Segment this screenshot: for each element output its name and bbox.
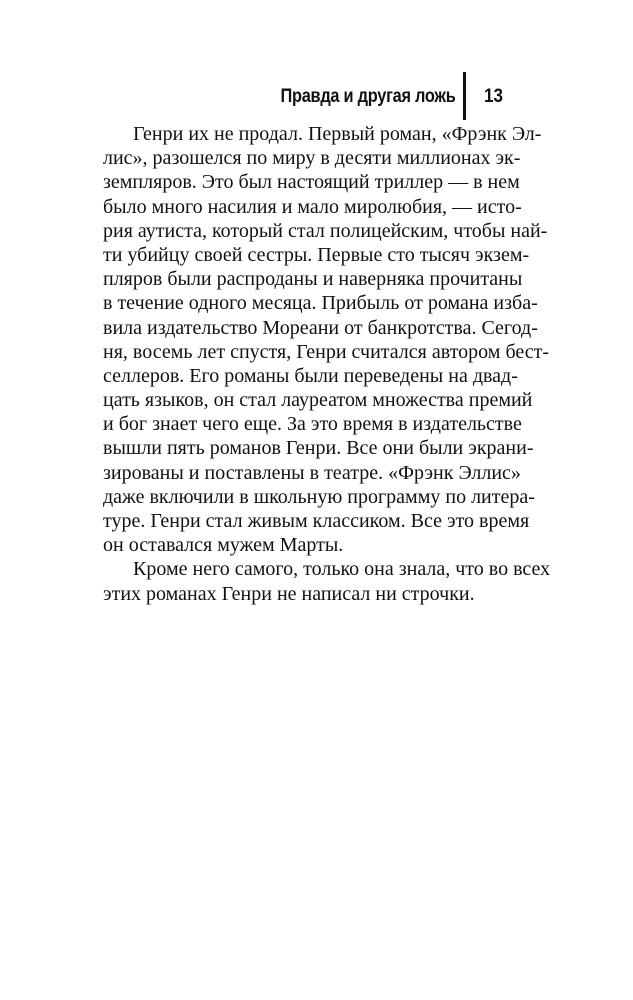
- text-line: рия аутиста, который стал полицейским, чтобы най-: [103, 219, 548, 242]
- paragraph: [103, 122, 550, 557]
- body-text: [103, 122, 551, 606]
- page-header: [0, 72, 633, 120]
- text-line: ня, восемь лет спустя, Генри считался автором бест-: [103, 340, 550, 363]
- text-line: земпляров. Это был настоящий триллер — в нем: [103, 171, 520, 194]
- text-line: лис», разошелся по миру в десяти миллионах эк-: [103, 147, 521, 170]
- text-line: он оставался мужем Марты.: [103, 534, 344, 557]
- text-line: ти убийцу своей сестры. Первые сто тысяч экзем-: [103, 243, 530, 266]
- header-divider: [463, 72, 466, 120]
- text-line: и бог знает чего еще. За это время в издательстве: [103, 413, 522, 436]
- paragraph: [103, 557, 551, 605]
- running-title: Правда и другая ложь: [280, 86, 456, 107]
- text-line: вышли пять романов Генри. Все они были экрани-: [103, 437, 534, 460]
- page-number: 13: [484, 86, 504, 107]
- text-line: селлеров. Его романы были переведены на двад-: [103, 364, 518, 387]
- text-line: цать языков, он стал лауреатом множества премий: [103, 389, 533, 412]
- text-line: этих романах Генри не написал ни строчки.: [103, 582, 475, 605]
- text-line: зированы и поставлены в театре. «Фрэнк Эллис»: [103, 461, 521, 484]
- text-line: в течение одного месяца. Прибыль от романа изба-: [103, 292, 538, 315]
- text-line: было много насилия и мало миролюбия, — исто-: [103, 195, 522, 218]
- text-line: туре. Генри стал живым классиком. Все это время: [103, 510, 530, 532]
- text-line: Кроме него самого, только она знала, что во всех: [133, 558, 551, 581]
- text-line: Генри их не продал. Первый роман, «Фрэнк Эл-: [133, 123, 542, 145]
- text-line: пляров были распроданы и наверняка прочитаны: [103, 268, 523, 291]
- text-line: вила издательство Мореани от банкротства. Сегод-: [103, 316, 538, 339]
- text-line: даже включили в школьную программу по литера-: [103, 485, 535, 508]
